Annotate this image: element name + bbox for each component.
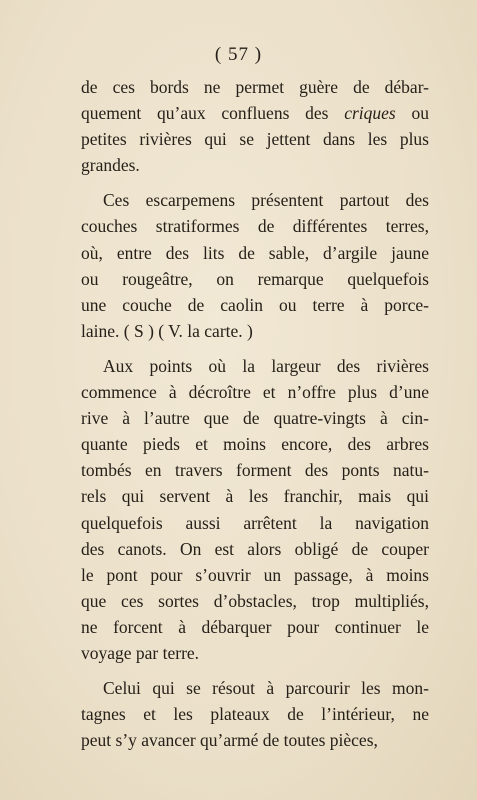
text-line (81, 457, 429, 483)
paragraph-gap (81, 666, 429, 675)
text-run: que ces sortes d’obstacles, trop multipliés, (81, 590, 429, 611)
text-run: où, entre des lits de sable, d’argile jaune (81, 242, 429, 263)
text-line (81, 187, 429, 213)
italic-text: criques (344, 103, 396, 124)
text-run: peut s’y avancer qu’armé de toutes pièces, (81, 730, 378, 751)
text-run: commence à décroître et n’offre plus d’une (81, 382, 429, 403)
text-run: voyage par terre. (81, 642, 200, 663)
text-run: une couche de caolin ou terre à porce- (81, 294, 429, 315)
text-run: laine. ( S ) ( V. la carte. ) (81, 320, 253, 341)
text-line (81, 292, 429, 318)
text-run: grandes. (81, 155, 140, 176)
text-line (81, 675, 429, 701)
text-run: rels qui servent à les franchir, mais qui (81, 486, 429, 507)
paragraph (81, 675, 429, 753)
text-run: Ces escarpemens présentent partout des (103, 190, 429, 211)
text-run: quelquefois aussi arrêtent la navigation (81, 512, 429, 533)
text-line (81, 614, 429, 640)
text-run: rive à l’autre que de quatre-vingts à cin- (81, 408, 429, 429)
paragraph (81, 353, 429, 666)
text-line (81, 701, 429, 727)
text-run: Celui qui se résout à parcourir les mon- (103, 678, 429, 699)
text-run: couches stratiformes de différentes terres, (81, 216, 429, 237)
text-line (81, 379, 429, 405)
text-line (81, 126, 429, 152)
text-run: quante pieds et moins encore, des arbres (81, 434, 429, 455)
text-line (81, 588, 429, 614)
text-run: le pont pour s’ouvrir un passage, à moins (81, 564, 429, 585)
text-line (81, 152, 429, 178)
text-line (81, 536, 429, 562)
text-line (81, 318, 429, 344)
text-run: tombés en travers forment des ponts natu- (81, 460, 429, 481)
text-line (81, 100, 429, 126)
text-line (81, 213, 429, 239)
paragraph (81, 74, 429, 178)
text-line (81, 353, 429, 379)
text-line (81, 510, 429, 536)
paragraph (81, 187, 429, 344)
paragraph-gap (81, 344, 429, 353)
text-run: petites rivières qui se jettent dans les plus (81, 129, 429, 150)
text-run: ne forcent à débarquer pour continuer le (81, 616, 429, 637)
text-line (81, 240, 429, 266)
text-run: Aux points où la largeur des rivières (103, 355, 429, 376)
text-line (81, 405, 429, 431)
text-line (81, 727, 429, 753)
page-number: ( 57 ) (214, 44, 263, 65)
body-text (81, 74, 429, 753)
text-line (81, 431, 429, 457)
text-run: tagnes et les plateaux de l’intérieur, ne (81, 704, 429, 725)
text-run: ou rougeâtre, on remarque quelquefois (81, 268, 429, 289)
text-run: des canots. On est alors obligé de couper (81, 538, 429, 559)
text-line (81, 562, 429, 588)
text-line (81, 266, 429, 292)
text-line (81, 640, 429, 666)
text-line (81, 483, 429, 509)
text-run: ou (395, 103, 429, 124)
paragraph-gap (81, 178, 429, 187)
text-line (81, 74, 429, 100)
text-run: quement qu’aux confluens des (81, 103, 345, 124)
text-run: de ces bords ne permet guère de débar- (81, 77, 429, 97)
